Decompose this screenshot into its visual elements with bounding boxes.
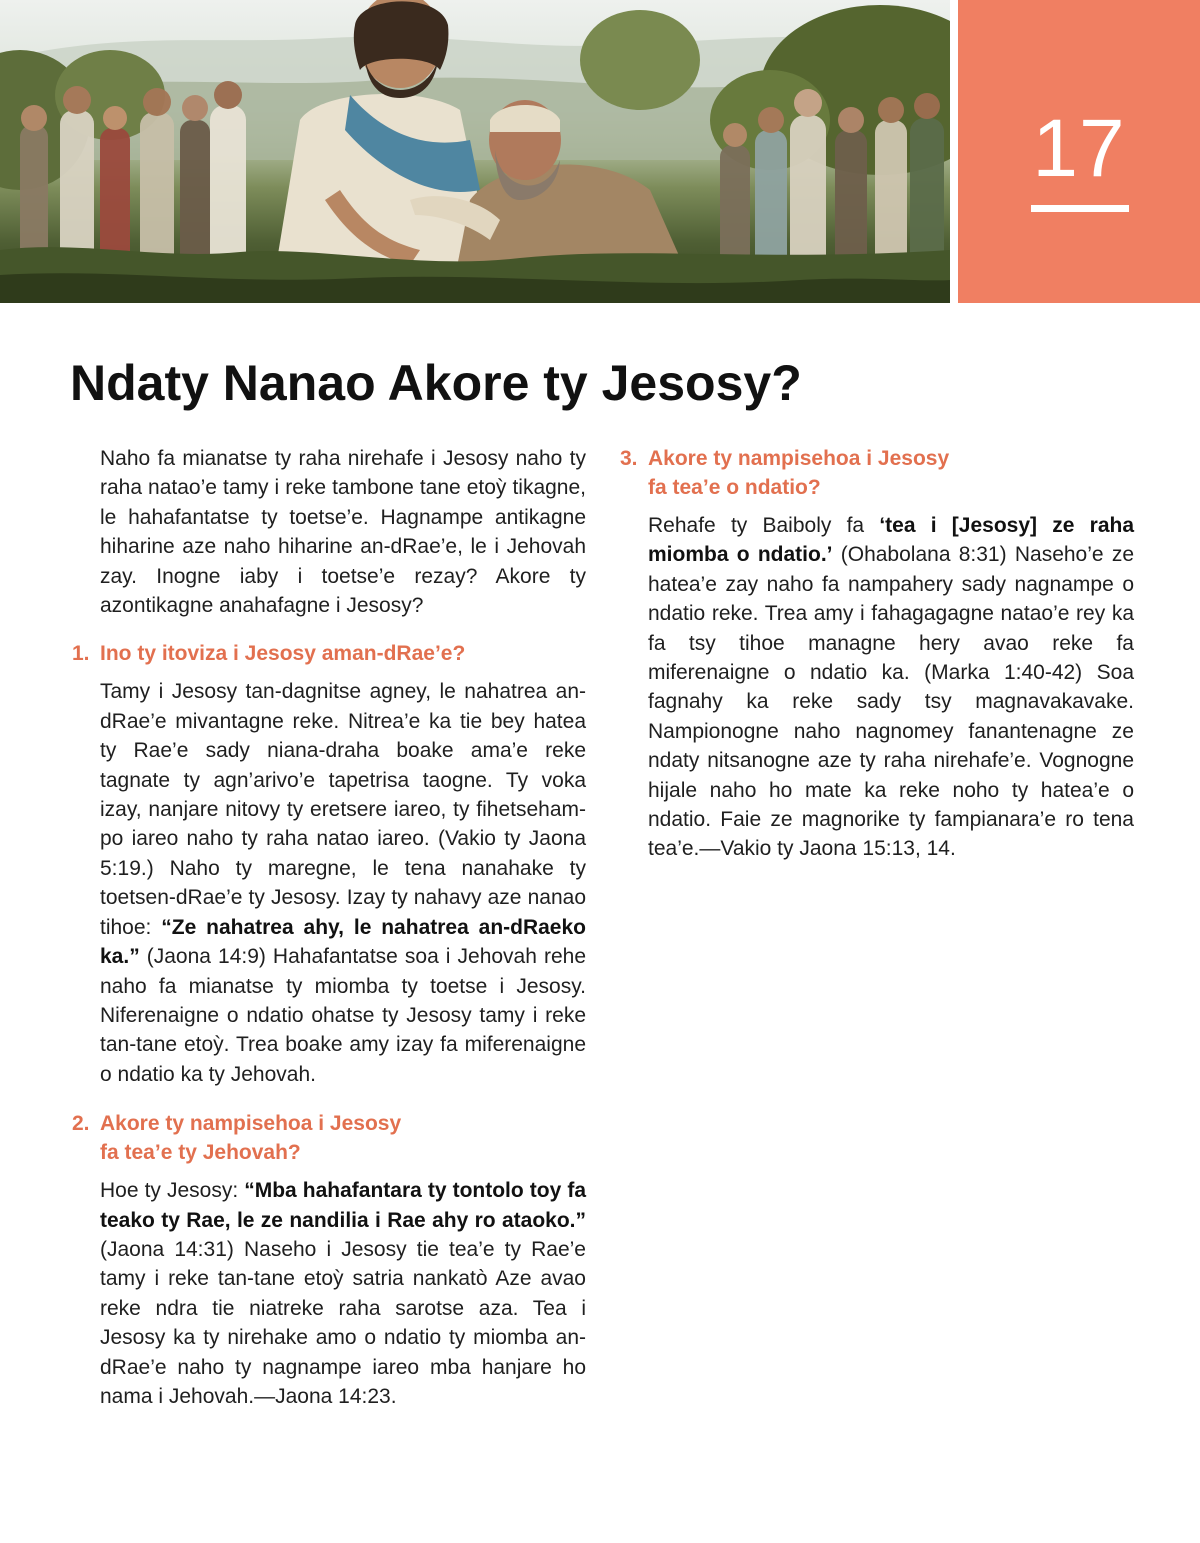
section-3-lead: Rehafe ty Baiboly fa xyxy=(648,514,880,537)
lesson-number-underline xyxy=(1031,205,1129,212)
section-3-heading-text xyxy=(648,444,1134,502)
section-2-heading xyxy=(72,1109,586,1167)
page-title: Ndaty Nanao Akore ty Jesosy? xyxy=(70,355,802,411)
section-1-heading-text: Ino ty itoviza i Jesosy aman-dRae’e? xyxy=(100,642,466,666)
section-2-heading-line1: Akore ty nampisehoa i Jesosy xyxy=(100,1112,402,1136)
lesson-number-box xyxy=(958,0,1200,303)
section-2-number: 2. xyxy=(72,1112,90,1136)
section-3-text-part2: (Ohabolana 8:31) Naseho’e ze hatea’e zay naho fa nampahery sady nagnampe o ndatio reke. Trea amy i fahagagagne natao’e rey ka fa tsy tihoe managne hery avao reke fa miferenaigne o ndatio ka. (Marka 1:40-42) Soa fagnahy ka reke sady tsy magnavakavake. Nampionogne naho nagnomey fanantenagne ze ndaty nitsanogne aze ty raha nirehafe’e. Vognogne hijale naho ho mate ka reke noho ty hatea’e o ndatio. Faie ze magnorike ty fampianara’e ro tena tea’e.—Vakio ty Jaona 15:13, 14. xyxy=(648,543,1135,861)
right-column xyxy=(620,444,1134,864)
section-3-heading xyxy=(620,444,1134,502)
section-2-heading-line2: fa tea’e ty Jehovah? xyxy=(100,1141,301,1165)
section-2-text-part2: (Jaona 14:31) Naseho i Jesosy tie tea’e ty Rae’e tamy i reke tan-tane etoỳ satria nankatò Aze avao reke ndra tie niatreke raha sarotse aza. Tea i Jesosy ka ty nirehake amo o ndatio ty miomba an-dRae’e naho ty nagnampe iareo mba hanjare ho nama i Jehovah.—Jaona 14:23. xyxy=(100,1237,586,1408)
section-1-number: 1. xyxy=(72,642,90,666)
intro-paragraph: Naho fa mianatse ty raha nirehafe i Jesosy naho ty raha natao’e tamy i reke tambone tane etoỳ tikagne, le hahafantatse ty toetse’e. Hagnampe antikagne hiharine aze naho hiharine an-dRae’e, le i Jehovah zay. Inogne iaby i toetse’e rezay? Akore ty azontikagne anahafagne i Jesosy? xyxy=(100,447,586,618)
left-column xyxy=(72,444,586,1411)
section-1-heading xyxy=(72,639,586,668)
section-3-heading-line1: Akore ty nampisehoa i Jesosy xyxy=(648,447,950,470)
section-2-paragraph xyxy=(100,1176,586,1411)
illustration-scene xyxy=(0,0,950,303)
section-3-paragraph xyxy=(648,511,1134,864)
section-3-number: 3. xyxy=(620,447,638,470)
lesson-number: 17 xyxy=(1032,103,1126,194)
section-2-quote: “Mba hahafantara ty tontolo toy fa teako ty Rae, le ze nandilia i Rae ahy ro ataoko.” xyxy=(100,1179,586,1232)
section-1-text-part1: Tamy i Jesosy tan-dagnitse agney, le nahatrea an-dRae’e mivantagne reke. Nitrea’e ka tie bey hatea ty Rae’e sady niana-draha boake ama’e reke tagnate ty agn’arivo’e tapetrisa taogne. Ty voka izay, nanjare nitovy ty eretsere iareo, ty fihetseham-po iareo naho ty raha natao iareo. (Vakio ty Jaona 5:19.) Naho ty maregne, le tena nanahake ty toetsen-dRae’e ty Jesosy. Izay ty nahavy aze nanao tihoe: xyxy=(100,680,586,939)
section-1-text-part2: (Jaona 14:9) Hahafantatse soa i Jehovah rehe naho fa mianatse ty miomba ty toetse i Jesosy. Niferenaigne o ndatio ohatse ty Jesosy tamy i reke tan-tane etoỳ. Trea boake amy izay fa miferenaigne o ndatio ka ty Jehovah. xyxy=(100,945,586,1086)
section-3-quote: ‘tea i [Jesosy] ze raha miomba o ndatio.’ xyxy=(648,514,1135,567)
section-1-paragraph xyxy=(100,677,586,1089)
header-illustration xyxy=(0,0,950,303)
section-3-heading-line2: fa tea’e o ndatio? xyxy=(648,476,821,499)
section-1-quote: “Ze nahatrea ahy, le nahatrea an-dRaeko ka.” xyxy=(100,915,586,969)
section-2-heading-text xyxy=(100,1109,586,1167)
section-2-lead: Hoe ty Jesosy: xyxy=(100,1179,245,1203)
